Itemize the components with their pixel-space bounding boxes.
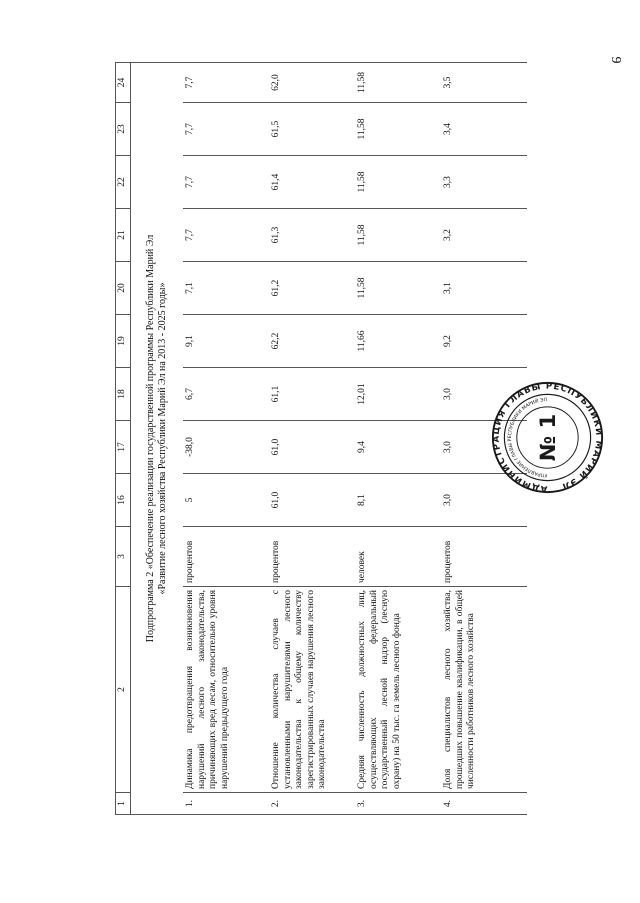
value-cell: 7,7: [183, 156, 269, 209]
unit-of-measure: процентов: [441, 527, 527, 587]
unit-of-measure: человек: [355, 527, 441, 587]
value-cell: 62,2: [269, 315, 355, 368]
subprogram-title-line1: Подпрограмма 2 «Обеспечение реализации государственной программы Республики Марий Эл: [144, 234, 156, 643]
value-cell: 12,01: [355, 368, 441, 421]
table-row: [183, 63, 269, 815]
value-cell: 7,7: [183, 63, 269, 103]
value-cell: 61,2: [269, 262, 355, 315]
value-cell: 61,3: [269, 209, 355, 262]
value-cell: 3,0: [441, 474, 527, 527]
value-cell: 62,0: [269, 63, 355, 103]
value-cell: 3,4: [441, 103, 527, 156]
header-cell: 1: [116, 793, 131, 815]
value-cell: 9,1: [183, 315, 269, 368]
value-cell: 8,1: [355, 474, 441, 527]
unit-of-measure: процентов: [269, 527, 355, 587]
header-cell: 22: [116, 156, 131, 209]
row-number: 3.: [355, 793, 441, 815]
value-cell: -38,0: [183, 421, 269, 474]
value-cell: 5: [183, 474, 269, 527]
seal-number: № 1: [535, 413, 561, 462]
unit-of-measure: процентов: [183, 527, 269, 587]
header-cell: 23: [116, 103, 131, 156]
row-number: 4.: [441, 793, 527, 815]
header-cell: 2: [116, 587, 131, 793]
value-cell: 3,3: [441, 156, 527, 209]
indicator-name: Динамика предотвращения возникновения нарушений лесного законодательства, причиняющих вред лесам, относительно уровня нарушений предыдущего года: [183, 587, 269, 793]
header-cell: 20: [116, 262, 131, 315]
page-number: 9: [608, 56, 623, 64]
table-header-row: [116, 63, 131, 815]
subprogram-title-line2: «Развитие лесного хозяйства Республики Марий Эл на 2013 - 2025 годы»: [157, 282, 168, 595]
indicator-name: Средняя численность должностных лиц, осуществляющих федеральный государственный лесной надзор (лесную охрану) на 50 тыс. га земель лесного фонда: [355, 587, 441, 793]
value-cell: 61,4: [269, 156, 355, 209]
value-cell: 61,1: [269, 368, 355, 421]
row-number: 1.: [183, 793, 269, 815]
header-cell: 3: [116, 527, 131, 587]
seal-inner-text: УПРАВЛЕНИЕ ГЛАВЫ РЕСПУБЛИКИ МАРИЙ ЭЛ: [508, 398, 548, 477]
header-cell: 18: [116, 368, 131, 421]
value-cell: 11,58: [355, 63, 441, 103]
value-cell: 7,7: [183, 209, 269, 262]
value-cell: 3,0: [441, 368, 527, 421]
value-cell: 11,58: [355, 103, 441, 156]
header-cell: 24: [116, 63, 131, 103]
table-row: [355, 63, 441, 815]
official-seal: [490, 380, 605, 495]
subprogram-title-row: [131, 63, 184, 815]
header-cell: 17: [116, 421, 131, 474]
value-cell: 6,7: [183, 368, 269, 421]
row-number: 2.: [269, 793, 355, 815]
value-cell: 9,2: [441, 315, 527, 368]
value-cell: 61,5: [269, 103, 355, 156]
indicator-name: Отношение количества случаев с установленными нарушителями лесного законодательства к общему количеству зарегистрированных случаев нарушения лесного законодательства: [269, 587, 355, 793]
indicators-table: [115, 62, 527, 815]
value-cell: 11,58: [355, 156, 441, 209]
indicator-name: Доля специалистов лесного хозяйства, прошедших повышение квалификации, в общей численности работников лесного хозяйства: [441, 587, 527, 793]
seal-outer-text: АДМИНИСТРАЦИЯ ГЛАВЫ РЕСПУБЛИКИ МАРИЙ ЭЛ: [491, 381, 604, 494]
value-cell: 3,5: [441, 63, 527, 103]
value-cell: 11,58: [355, 262, 441, 315]
value-cell: 7,1: [183, 262, 269, 315]
value-cell: 11,66: [355, 315, 441, 368]
value-cell: 9,4: [355, 421, 441, 474]
value-cell: 3,0: [441, 421, 527, 474]
value-cell: 3,2: [441, 209, 527, 262]
value-cell: 7,7: [183, 103, 269, 156]
value-cell: 61,0: [269, 474, 355, 527]
header-cell: 16: [116, 474, 131, 527]
header-cell: 21: [116, 209, 131, 262]
subprogram-title: [131, 63, 184, 815]
value-cell: 11,58: [355, 209, 441, 262]
value-cell: 3,1: [441, 262, 527, 315]
table-row: [269, 63, 355, 815]
header-cell: 19: [116, 315, 131, 368]
value-cell: 61,0: [269, 421, 355, 474]
